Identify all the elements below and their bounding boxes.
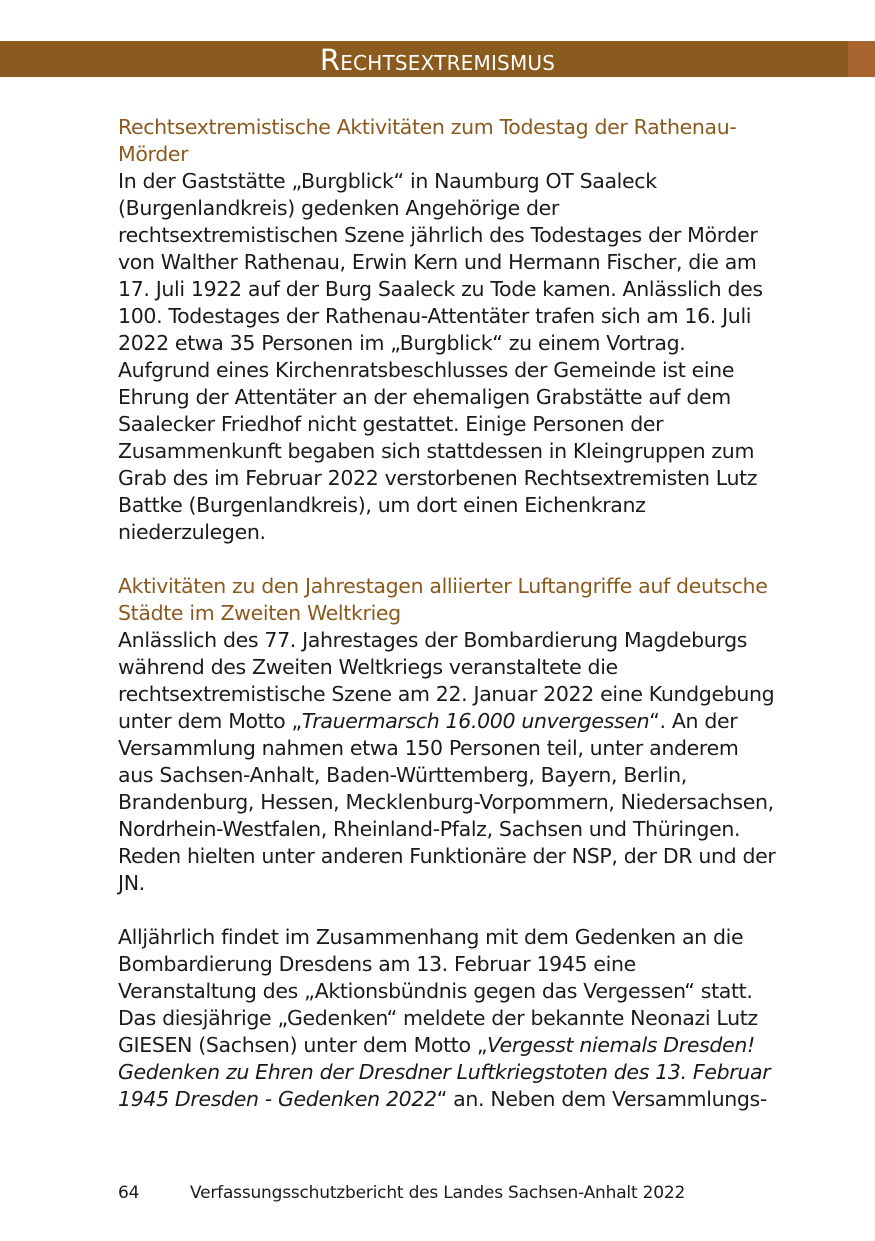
paragraph-burgblick: In der Gaststätte „Burgblick“ in Naumburg OT Saaleck (Burgenlandkreis) gedenken Angehörige der rechtsextremistischen Szene jährlich des Todestages der Mörder von Walther Rathenau, Erwin Kern und Hermann Fischer, die am 17. Juli 1922 auf der Burg Saaleck zu Tode kamen. Anlässlich des 100. Todestages der Rathenau-Attentäter trafen sich am 16. Juli 2022 etwa 35 Personen im „Burgblick“ zu einem Vortrag.: [118, 169, 763, 355]
section-heading-rathenau: Rechtsextremistische Aktivitäten zum Todestag der Rathenau-Mörder: [118, 115, 737, 166]
paragraph-magdeburg-text-end: “. An der Versammlung nahmen etwa 150 Personen teil, unter anderem aus Sachsen-Anhalt, Baden-Württemberg, Bayern, Berlin, Brandenburg, Hessen, Mecklenburg-Vorpommern, Niedersachsen, Nordrhein-Westfalen, Rheinland-Pfalz, Sachsen und Thüringen. Reden hielten unter anderen Funktionäre der NSP, der DR und der JN.: [118, 709, 776, 895]
chapter-header-band: [0, 41, 875, 77]
chapter-title: Rechtsextremismus: [319, 43, 556, 77]
main-content: [118, 114, 778, 1113]
paragraph-magdeburg: [118, 627, 778, 897]
section-spacer: [118, 546, 778, 573]
section-heading-luftangriffe: Aktivitäten zu den Jahrestagen alliierter Luftangriffe auf deutsche Städte im Zweiten Weltkrieg: [118, 574, 768, 625]
paragraph-dresden-text-end: “ an. Neben dem Versammlungs-: [436, 1087, 767, 1111]
paragraph-kirchenrat: Aufgrund eines Kirchenratsbeschlusses der Gemeinde ist eine Ehrung der Attentäter an der ehemaligen Grabstätte auf dem Saalecker Friedhof nicht gestattet. Einige Personen der Zusammenkunft begaben sich stattdessen in Kleingruppen zum Grab des im Februar 2022 verstorbenen Rechtsextremisten Lutz Battke (Burgenlandkreis), um dort einen Eichenkranz niederzulegen.: [118, 358, 758, 544]
report-title: Verfassungsschutzbericht des Landes Sachsen-Anhalt 2022: [190, 1183, 686, 1203]
motto-dresden: Vergesst niemals Dresden! Gedenken zu Ehren der Dresdner Luftkriegstoten des 13. Februar 1945 Dresden - Gedenken 2022: [118, 1033, 771, 1111]
paragraph-magdeburg-text-start: Anlässlich des 77. Jahrestages der Bombardierung Magdeburgs während des Zweiten Weltkriegs veranstaltete die rechtsextremistische Szene am 22. Januar 2022 eine Kundgebung unter dem Motto „: [118, 628, 775, 733]
page-number: 64: [118, 1183, 140, 1203]
motto-magdeburg: Trauermarsch 16.000 unvergessen: [301, 709, 650, 733]
paragraph-spacer: [118, 897, 778, 924]
paragraph-dresden-text-start: Alljährlich findet im Zusammenhang mit dem Gedenken an die Bombardierung Dresdens am 13. Februar 1945 eine Veranstaltung des „Aktionsbündnis gegen das Vergessen“ statt. Das diesjährige „Gedenken“ meldete der bekannte Neonazi Lutz GIESEN (Sachsen) unter dem Motto „: [118, 925, 758, 1057]
paragraph-dresden: [118, 924, 778, 1113]
